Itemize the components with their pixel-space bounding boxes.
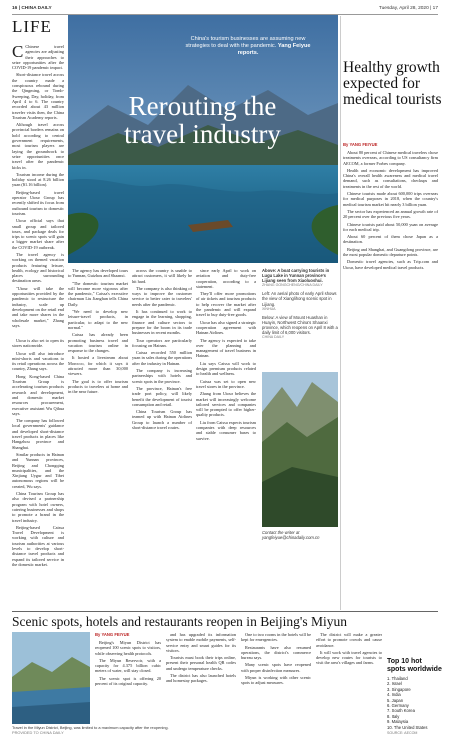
contact-line: Contact the writer at yangfeiyue@chinadaily.com.cn	[262, 530, 320, 541]
top10-item: 10. The United States	[387, 724, 428, 730]
lead-col3-p: Caissa recorded 550 million yuan in sales during the operations after the industry in Hainan.	[132, 350, 192, 366]
right-story-p: Health and economic development has improved China's overall health awareness and medical travel demand, such as consultations, checkups and treatments in the rest of the world.	[343, 167, 438, 189]
bottom-col-2	[166, 632, 236, 740]
top10-title: Top 10 hot spots worldwide	[387, 658, 442, 673]
lead-col1-p: China Tourism Group has also devised a partnership program with hotel owners, catering businesses and shops to promote a brand in the travel industry.	[12, 491, 64, 523]
lead-col1-p1-text: Chinese travel agencies are adjusting their approaches to seize opportunities after the COVID-19 pandemic impact.	[12, 44, 64, 71]
bottom-col1-p: The Miyun Reservoir, with a capacity for 4.375 billion cubic meters of water, will stay closed.	[95, 657, 161, 674]
lead-col1-p: Beijing-based travel operator Utour Group has recently shifted its focus from outbound tourism to domestic tourism.	[12, 189, 64, 216]
lead-col1-p: Although travel across provincial borders remains on hold according to central government requirements, most tourism players are laying the groundwork to seize opportunities once travel after the pandemic kicks in.	[12, 122, 64, 170]
caption-above-credit: ZHANG GONGCHENG/CHINA DAILY	[262, 283, 323, 288]
caption-left-text: Left: An aerial photo of early April shows the view of Xianglihong scenic spot in Lijiang.	[262, 291, 337, 307]
top10-item: 6. Germany	[387, 703, 409, 709]
lead-col-2	[68, 268, 128, 610]
right-story-p: Domestic travel agencies, such as Trip.com and Utour, have developed medical travel products.	[343, 259, 438, 270]
bottom-col3-p: Restaurants have also resumed operations, the district's commerce bureau says.	[241, 644, 311, 661]
caption-above-text: Above: A boat carrying tourists in Lugu Lake in Yunnan province's Lijiang seen from Xiaoluoshui.	[262, 268, 330, 284]
lead-col1-p: Tourism income during the holiday stood at 8.26 billion yuan ($1.16 billion).	[12, 171, 64, 188]
lead-col3-p: China Tourism Group has teamed up with Hainan Airlines Group to launch a number of short-distance travel routes.	[132, 409, 192, 431]
lead-col1-p: Short-distance travel across the country made a conspicuous rebound during the Qingming, or Tomb-Sweeping, Day, holiday, from April 4 to 6. The country recorded about 43 million traveler visits then, the China Tourism Academy reports.	[12, 72, 64, 120]
right-story-p: Beijing and Shanghai, and Guangdong province, are the most popular domestic departure points.	[343, 246, 438, 258]
lead-col2-p: "The domestic tourism market will become more vigorous after the pandemic," Caissa's executive chairman Liu Jianghan tells China Daily.	[68, 280, 128, 307]
bottom-story-byline: By YANG FEIYUE	[95, 632, 130, 637]
bottom-col3-p: One to two rooms in the hotels will be kept for emergencies.	[241, 632, 311, 643]
lead-col1-p: Beijing-based Caissa Travel Development is working with culture and tourism authorities at various levels to develop short-distance travel products and expand its tailored service in the domestic market.	[12, 524, 64, 567]
lead-col4-p: Zhang from Utour believes the market will increasingly welcome tailored services and companies will be prompted to offer higher-quality products.	[196, 391, 256, 418]
lead-col-4	[196, 268, 256, 610]
bottom-story-rule	[12, 611, 438, 612]
caption-below	[262, 315, 338, 340]
lead-col-1b	[12, 338, 64, 610]
lead-col2-p: The agency has developed tours to Yunnan, Guizhou and Shaanxi.	[68, 268, 128, 279]
bottom-col-1	[95, 640, 161, 740]
caption-column	[262, 268, 338, 340]
lead-col3-p: The province, Hainan's free trade port policy, will likely benefit the development of tourist consumption and retail.	[132, 385, 192, 407]
bottom-col4-p: It will work with travel agencies to develop new routes for tourists to visit the area's villages and farms.	[316, 649, 382, 666]
right-story-p: Chinese tourists made about 600,000 trips overseas for medical purposes in 2018, when the country's medical tourism market hit nearly 3 billion yuan.	[343, 191, 438, 207]
bottom-col3-p: Many scenic spots have reopened with proper disinfection measures.	[241, 662, 311, 673]
hero-deck	[178, 36, 318, 57]
bottom-col2-p: Tourists must book their trips online, present their personal health QR codes and undergo temperature checks.	[166, 655, 236, 671]
top10-box	[387, 658, 442, 736]
right-story-p: Chinese tourists paid about 50,000 yuan on average for each medical trip.	[343, 221, 438, 232]
lead-col4-p: Utour has also signed a strategic cooperation agreement with Hainan Airlines.	[196, 319, 256, 336]
lead-col3-p: The company is increasing partnerships with hotels and scenic spots in the province.	[132, 368, 192, 384]
hero-title: Rerouting the travel industry	[124, 91, 281, 149]
page-header-left: 16 | CHINA DAILY	[12, 6, 52, 11]
lead-col3-p: The company is also thinking of ways to improve the customer service to better cater to travelers' needs after the pandemic.	[132, 285, 192, 307]
lead-col1-p: The travel agency is working on themed vacation products featuring leisure, health, ecology and historical places surrounding destination areas.	[12, 251, 64, 284]
lead-col-1	[12, 44, 64, 334]
lead-col3-p: It has continued to work to engage in the learning, shopping, finance and culture sectors to prepare for the boom in its trade businesses in recent months.	[132, 309, 192, 336]
hero-deck-byline: Yang Feiyue reports.	[237, 43, 311, 56]
right-story-title: Healthy growth expected for medical tourists	[343, 59, 442, 108]
caption-below-credit: CHINA DAILY	[262, 335, 285, 340]
top10-credit: SOURCE: AECOM	[387, 731, 418, 736]
bottom-col1-p: Beijing's Miyun District has reopened 100 scenic spots to visitors, while observing health protocols.	[95, 640, 161, 656]
drop-cap: C	[12, 44, 24, 61]
top10-item: 1. Thailand	[387, 676, 408, 681]
lead-col4-p: They'll offer more promotions of air tickets and tourism products to help recover the market after the pandemic and will expand travel to buy duty-free goods.	[196, 291, 256, 318]
bottom-col-4	[316, 632, 382, 740]
top10-item: 8. Italy	[387, 713, 400, 719]
right-story-byline: By YANG FEIYUE	[343, 142, 378, 147]
lead-col1-p: Hong Kong-based China Tourism Group is accelerating tourism products research and development, and domestic market resources procurement, executive assistant Wu Qihua says.	[12, 373, 64, 416]
hero-deck-text: China's tourism businesses are assuming new strategies to deal with the pandemic.	[185, 36, 306, 49]
lead-col2-p: It hosted a livestream about Morocco, for which it says it attracted more than 30,000 viewers.	[68, 355, 128, 377]
top10-list	[387, 676, 442, 730]
caption-above	[262, 268, 338, 288]
lead-col4-p: Liu says Caissa will work to design premium products related to health and wellness.	[196, 360, 256, 377]
right-story-body	[343, 150, 438, 448]
lead-col1-p: Utour is also set to open its stores nationwide.	[12, 338, 64, 349]
lead-col1-p: Similar products in Hainan and Yunnan provinces, Beijing and Chongqing municipalities, and the Xinjiang Uygur and Tibet autonomous regions will be created, Wu says.	[12, 451, 64, 489]
bottom-story-headline: Scenic spots, hotels and restaurants reopen in Beijing's Miyun	[12, 614, 348, 629]
lead-col4-p: Liu from Caissa expects tourism companies with deep resources and stable consumer bases to survive.	[196, 419, 256, 441]
lead-col1-p: The company has followed local governments' guidance and developed short-distance travel products in places like Hangzhou province and Shanghai.	[12, 418, 64, 450]
bottom-col-3	[241, 632, 311, 740]
lead-col4-p: since early April to work on aviation and duty-free cooperation, according to a statement.	[196, 268, 256, 289]
lead-col2-p: "We need to develop new leisure-travel products, in particular, to adapt to the new normal."	[68, 309, 128, 330]
lead-col1-p: "Utour will take the opportunities provided by the pandemic to restructure the industry, scale up development on the retail end and take more shares in the wholesale market," Zhang says.	[12, 285, 64, 328]
top10-item: 5. Japan	[387, 697, 404, 703]
right-story-p: The sector has experienced an annual growth rate of 20 percent over the previous five years.	[343, 208, 438, 220]
top10-item: 4. India	[387, 692, 401, 698]
bottom-photo-caption-text: Travel in the Miyun District, Beijing, was limited to a maximum capacity after the reopening.	[12, 725, 169, 730]
bottom-col2-p: The district has also launched hotels and homestay packages.	[166, 673, 236, 684]
lead-col2-p: Caissa has already been promoting business travel and vacation tourism online in response to the changes.	[68, 332, 128, 354]
caption-left-credit: XINHUA	[262, 306, 276, 311]
lead-col-3	[132, 268, 192, 610]
lead-col1-p: Utour will also introduce mini-shorts and vacations to its retail operations across the country, Zhang says.	[12, 350, 64, 372]
section-title: LIFE	[12, 17, 52, 36]
bottom-col4-p: The district will make a greater effort to promote crowds and cause avoidance.	[316, 632, 382, 648]
top10-item: 9. Malaysia	[387, 719, 409, 725]
page-header-right: Tuesday, April 28, 2020 | 17	[378, 6, 438, 11]
top10-item: 7. South Korea	[387, 708, 415, 714]
lead-col2-p: The goal is to offer tourism products to travelers at home and in the near future.	[68, 378, 128, 395]
caption-below-text: Below: A view of Mount Huashan in Huayin, Northwest China's Shaanxi province, which reopens on April 8 with a daily limit of 6,000 visitors.	[262, 314, 338, 336]
bottom-col1-p: The scenic spot is offering 20 percent of its original capacity.	[95, 675, 161, 687]
lead-col3-p: across the country is unable to attract customers, it will likely be hit hard.	[132, 268, 192, 284]
mountain-photo	[262, 372, 338, 527]
lead-col4-p: The agency is expected to take over the planning and management of travel business in Hainan.	[196, 337, 256, 359]
bottom-col3-p: Miyun is working with other scenic spots to adjust measures.	[241, 675, 311, 686]
lead-col3-p: Tour operators are particularly focusing on Hainan.	[132, 337, 192, 348]
top10-item: 2. Israel	[387, 681, 402, 687]
lead-col1-p: Utour official says that small group and tailored tours, and package deals for trips to scenic spots will gain a bigger market share after the COVID-19 outbreak.	[12, 218, 64, 250]
caption-left	[262, 291, 338, 311]
bottom-story-photo	[12, 632, 90, 724]
lead-col1-p1	[12, 44, 64, 70]
lead-col4-p: Caissa was set to open new travel stores in the province.	[196, 378, 256, 389]
right-story-p: About 60 percent of them chose Japan as a destination.	[343, 234, 438, 245]
right-story-p: About 80 percent of Chinese medical travelers chose treatments overseas, according to US consultancy firm AECOM, a former Forbes company.	[343, 150, 438, 166]
column-divider	[340, 16, 341, 610]
bottom-photo-credit: PROVIDED TO CHINA DAILY	[12, 729, 64, 735]
top10-item: 3. Singapore	[387, 686, 411, 692]
bottom-col2-p: and has upgraded its information system to enable mobile payments, self-service entry and smart guides for its visitors.	[166, 632, 236, 653]
